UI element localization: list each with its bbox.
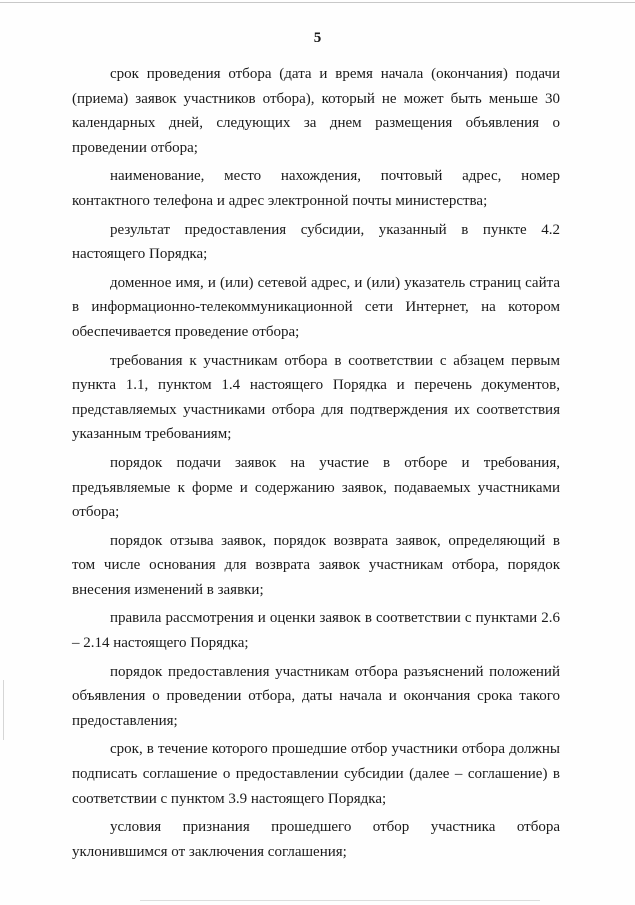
paragraph: срок проведения отбора (дата и время начала (окончания) подачи (приема) заявок участников отбора), который не может быть меньше 30 календарных дней, следующих за днем размещения объявления о проведении отбора; xyxy=(72,66,560,156)
paragraph: доменное имя, и (или) сетевой адрес, и (или) указатель страниц сайта в информационно-телекоммуникационной сети Интернет, на котором обеспечивается проведение отбора; xyxy=(72,274,560,340)
document-body xyxy=(72,62,560,868)
paragraph: порядок отзыва заявок, порядок возврата заявок, определяющий в том числе основания для возврата заявок участникам отбора, порядок внесения изменений в заявки; xyxy=(72,532,560,598)
paragraph: условия признания прошедшего отбор участника отбора уклонившимся от заключения соглашения; xyxy=(72,819,560,860)
paragraph: наименование, место нахождения, почтовый адрес, номер контактного телефона и адрес электронной почты министерства; xyxy=(72,168,560,209)
scan-edge-top xyxy=(0,2,635,3)
scan-edge-left xyxy=(3,680,4,740)
page-number: 5 xyxy=(313,30,322,46)
paragraph: правила рассмотрения и оценки заявок в соответствии с пунктами 2.6 – 2.14 настоящего Порядка; xyxy=(72,610,560,652)
paragraph: порядок подачи заявок на участие в отборе и требования, предъявляемые к форме и содержанию заявок, подаваемых участниками отбора; xyxy=(72,454,560,521)
paragraph: порядок предоставления участникам отбора разъяснений положений объявления о проведении отбора, даты начала и окончания срока такого предоставления; xyxy=(72,663,560,729)
paragraph: требования к участникам отбора в соответствии с абзацем первым пункта 1.1, пунктом 1.4 настоящего Порядка и перечень документов, представляемых участниками отбора для подтверждения их соответствия указанным требованиям; xyxy=(72,352,560,443)
scan-edge-bottom xyxy=(140,900,540,901)
paragraph: результат предоставления субсидии, указанный в пункте 4.2 настоящего Порядка; xyxy=(72,221,560,263)
paragraph: срок, в течение которого прошедшие отбор участники отбора должны подписать соглашение о предоставлении субсидии (далее – соглашение) в соответствии с пунктом 3.9 настоящего Порядка; xyxy=(72,741,560,807)
